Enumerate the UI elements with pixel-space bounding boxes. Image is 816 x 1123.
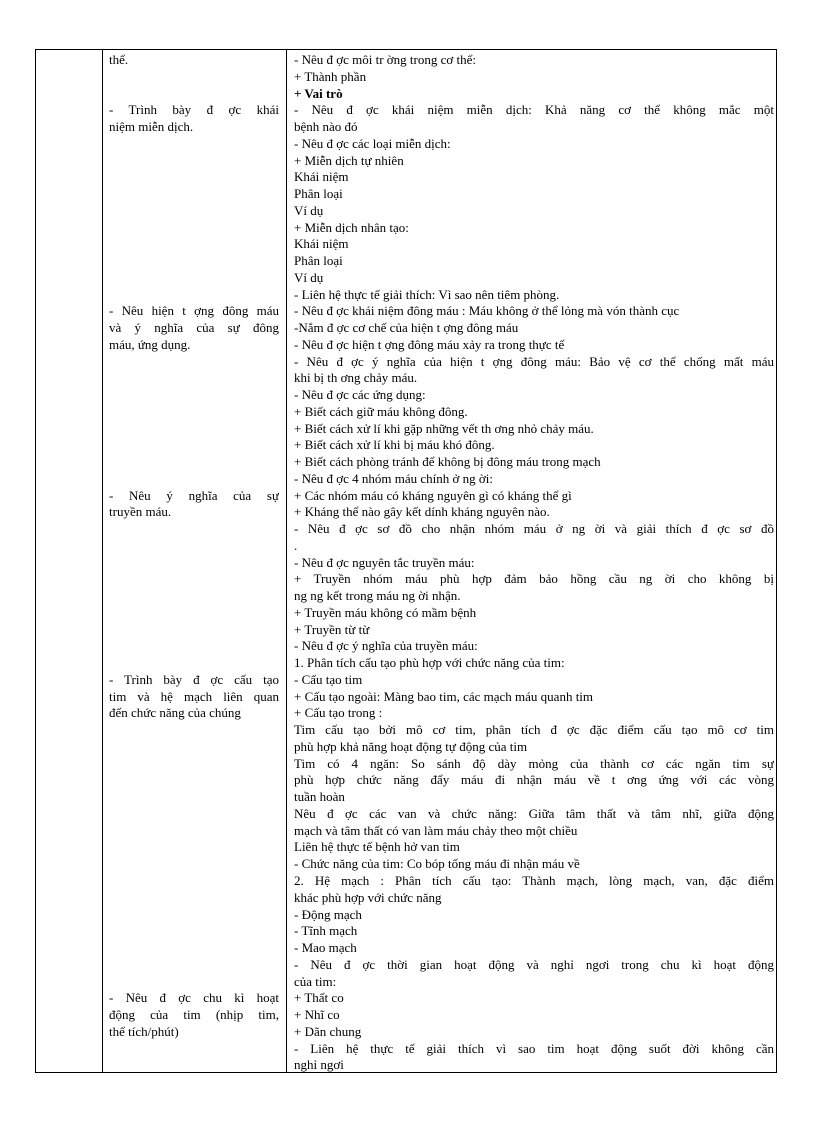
requirement-line: bệnh nào đó bbox=[294, 119, 358, 134]
requirement-line: + Miễn dịch tự nhiên bbox=[294, 152, 404, 168]
requirement-line: + Kháng thể nào gây kết dính kháng nguyên nào. bbox=[294, 504, 550, 520]
objective-line: niệm miễn dịch. bbox=[109, 119, 194, 134]
requirement-line: Phân loại bbox=[294, 186, 343, 201]
requirement-line: - Nêu đ ợc các ứng dụng: bbox=[294, 387, 426, 403]
requirement-line: Phân loại bbox=[294, 253, 343, 268]
requirement-line: khác phù hợp với chức năng bbox=[294, 889, 442, 905]
requirement-line: phù hợp chức năng đẩy máu đi nhận máu về t ơng ứng với các vòng bbox=[294, 772, 774, 788]
requirement-line: Ví dụ bbox=[294, 202, 324, 218]
requirement-line: - Mao mạch bbox=[294, 940, 357, 955]
requirement-line: ng ng kết trong máu ng ời nhận. bbox=[294, 588, 461, 604]
requirement-line: - Nêu đ ợc khái niệm đông máu : Máu không ở thể lỏng mà vón thành cục bbox=[294, 303, 680, 319]
requirement-line: + Truyền nhóm máu phù hợp đảm bảo hồng cầu ng ời cho không bị bbox=[294, 571, 774, 587]
requirement-line: - Cấu tạo tim bbox=[294, 671, 363, 687]
requirement-line: + Biết cách xử lí khi gặp những vết th ơng nhỏ chảy máu. bbox=[294, 420, 594, 436]
requirement-line: của tim: bbox=[294, 973, 337, 989]
requirement-line: - Nêu đ ợc khái niệm miễn dịch: Khả năng cơ thể không mắc một bbox=[294, 102, 774, 118]
content-table bbox=[35, 49, 777, 1073]
objective-line: động của tim (nhịp tim, bbox=[109, 1007, 279, 1022]
requirement-line: mạch và tâm thất có van làm máu chảy theo một chiều bbox=[294, 822, 578, 838]
objective-line: máu, ứng dụng. bbox=[109, 336, 191, 352]
requirement-line: -Nắm đ ợc cơ chế của hiện t ợng đông máu bbox=[294, 320, 519, 336]
requirement-line: khi bị th ơng chảy máu. bbox=[294, 370, 418, 386]
requirement-line: - Nêu đ ợc sơ đồ cho nhận nhóm máu ở ng ời và giải thích đ ợc sơ đồ bbox=[294, 521, 774, 537]
requirement-line: + Nhĩ co bbox=[294, 1007, 340, 1022]
objective-line: - Trình bày đ ợc khái bbox=[109, 102, 279, 118]
column-divider-1 bbox=[102, 50, 103, 1072]
objective-line: - Nêu đ ợc chu kì hoạt bbox=[109, 990, 279, 1006]
requirement-line: - Chức năng của tim: Co bóp tống máu đi nhận máu về bbox=[294, 856, 580, 872]
requirement-line: Khái niệm bbox=[294, 169, 349, 185]
requirement-line: + Các nhóm máu có kháng nguyên gì có kháng thể gì bbox=[294, 487, 572, 503]
requirement-line: - Nêu đ ợc ý nghĩa của truyền máu: bbox=[294, 638, 478, 654]
objective-line: - Nêu hiện t ợng đông máu bbox=[109, 303, 279, 319]
requirement-line: - Nêu đ ợc các loại miễn dịch: bbox=[294, 135, 451, 151]
requirement-line: 2. Hệ mạch : Phân tích cấu tạo: Thành mạch, lòng mạch, van, đặc điểm bbox=[294, 873, 774, 888]
requirement-line: + Biết cách phòng tránh để không bị đông máu trong mạch bbox=[294, 454, 601, 470]
requirement-line: + Miễn dịch nhân tạo: bbox=[294, 219, 409, 235]
requirement-line: - Nêu đ ợc 4 nhóm máu chính ở ng ời: bbox=[294, 470, 493, 486]
requirement-line: phù hợp khả năng hoạt động tự động của tim bbox=[294, 738, 528, 754]
objective-line: và ý nghĩa của sự đông bbox=[109, 320, 279, 336]
requirement-line: 1. Phân tích cấu tạo phù hợp với chức năng của tim: bbox=[294, 655, 565, 671]
requirement-line: - Động mạch bbox=[294, 906, 362, 922]
requirement-line: + Cấu tạo trong : bbox=[294, 705, 383, 721]
requirement-line: - Nêu đ ợc hiện t ợng đông máu xảy ra trong thực tế bbox=[294, 336, 565, 352]
objective-line: truyền máu. bbox=[109, 504, 172, 520]
requirement-line: + Thành phần bbox=[294, 68, 367, 84]
objective-line: tim và hệ mạch liên quan bbox=[109, 688, 279, 704]
objective-line: - Nêu ý nghĩa của sự bbox=[109, 487, 279, 503]
requirement-line: + Cấu tạo ngoài: Màng bao tim, các mạch máu quanh tim bbox=[294, 688, 594, 704]
requirement-line: Tim có 4 ngăn: So sánh độ dày mỏng của thành cơ các ngăn tim sự bbox=[294, 755, 774, 771]
requirement-line: + Biết cách giữ máu không đông. bbox=[294, 403, 468, 419]
requirement-line: Liên hệ thực tế bệnh hở van tim bbox=[294, 839, 460, 855]
requirement-line: + Truyền từ từ bbox=[294, 621, 370, 637]
requirement-line: tuần hoàn bbox=[294, 789, 345, 805]
objective-line: - Trình bày đ ợc cấu tạo bbox=[109, 671, 279, 687]
requirement-line: + Truyền máu không có mầm bệnh bbox=[294, 604, 477, 620]
requirement-line: + Vai trò bbox=[294, 85, 343, 101]
objective-line: đến chức năng của chúng bbox=[109, 705, 241, 721]
objective-line: thể tích/phút) bbox=[109, 1023, 179, 1039]
requirement-line: - Nêu đ ợc thời gian hoạt động và nghỉ ngơi trong chu kì hoạt động bbox=[294, 956, 774, 972]
requirement-line: Nêu đ ợc các van và chức năng: Giữa tâm thất và tâm nhĩ, giữa động bbox=[294, 805, 774, 821]
requirement-line: Tim cấu tạo bởi mô cơ tim, phân tích đ ợc đặc điểm cấu tạo mô cơ tim bbox=[294, 722, 774, 738]
requirement-line: - Nêu đ ợc ý nghĩa của hiện t ợng đông máu: Bảo vệ cơ thể chống mất máu bbox=[294, 353, 774, 369]
requirement-line: + Biết cách xử lí khi bị máu khó đông. bbox=[294, 437, 495, 453]
requirement-line: - Liên hệ thực tế giải thích: Vì sao nên tiêm phòng. bbox=[294, 286, 560, 302]
requirement-line: - Liên hệ thực tế giải thích vì sao tim hoạt động suốt đời không cần bbox=[294, 1040, 774, 1056]
column-divider-2 bbox=[286, 50, 287, 1072]
objective-line: thể. bbox=[109, 52, 129, 67]
requirement-line: Khái niệm bbox=[294, 236, 349, 252]
requirement-line: - Nêu đ ợc nguyên tắc truyền máu: bbox=[294, 554, 475, 570]
requirement-line: - Nêu đ ợc môi tr ờng trong cơ thể: bbox=[294, 52, 476, 67]
requirement-line: + Thất co bbox=[294, 990, 344, 1006]
requirement-line: . bbox=[294, 537, 298, 553]
requirement-line: Ví dụ bbox=[294, 269, 324, 285]
requirement-line: nghỉ ngơi bbox=[294, 1057, 344, 1073]
requirement-line: - Tĩnh mạch bbox=[294, 923, 358, 939]
requirement-line: + Dãn chung bbox=[294, 1023, 362, 1039]
